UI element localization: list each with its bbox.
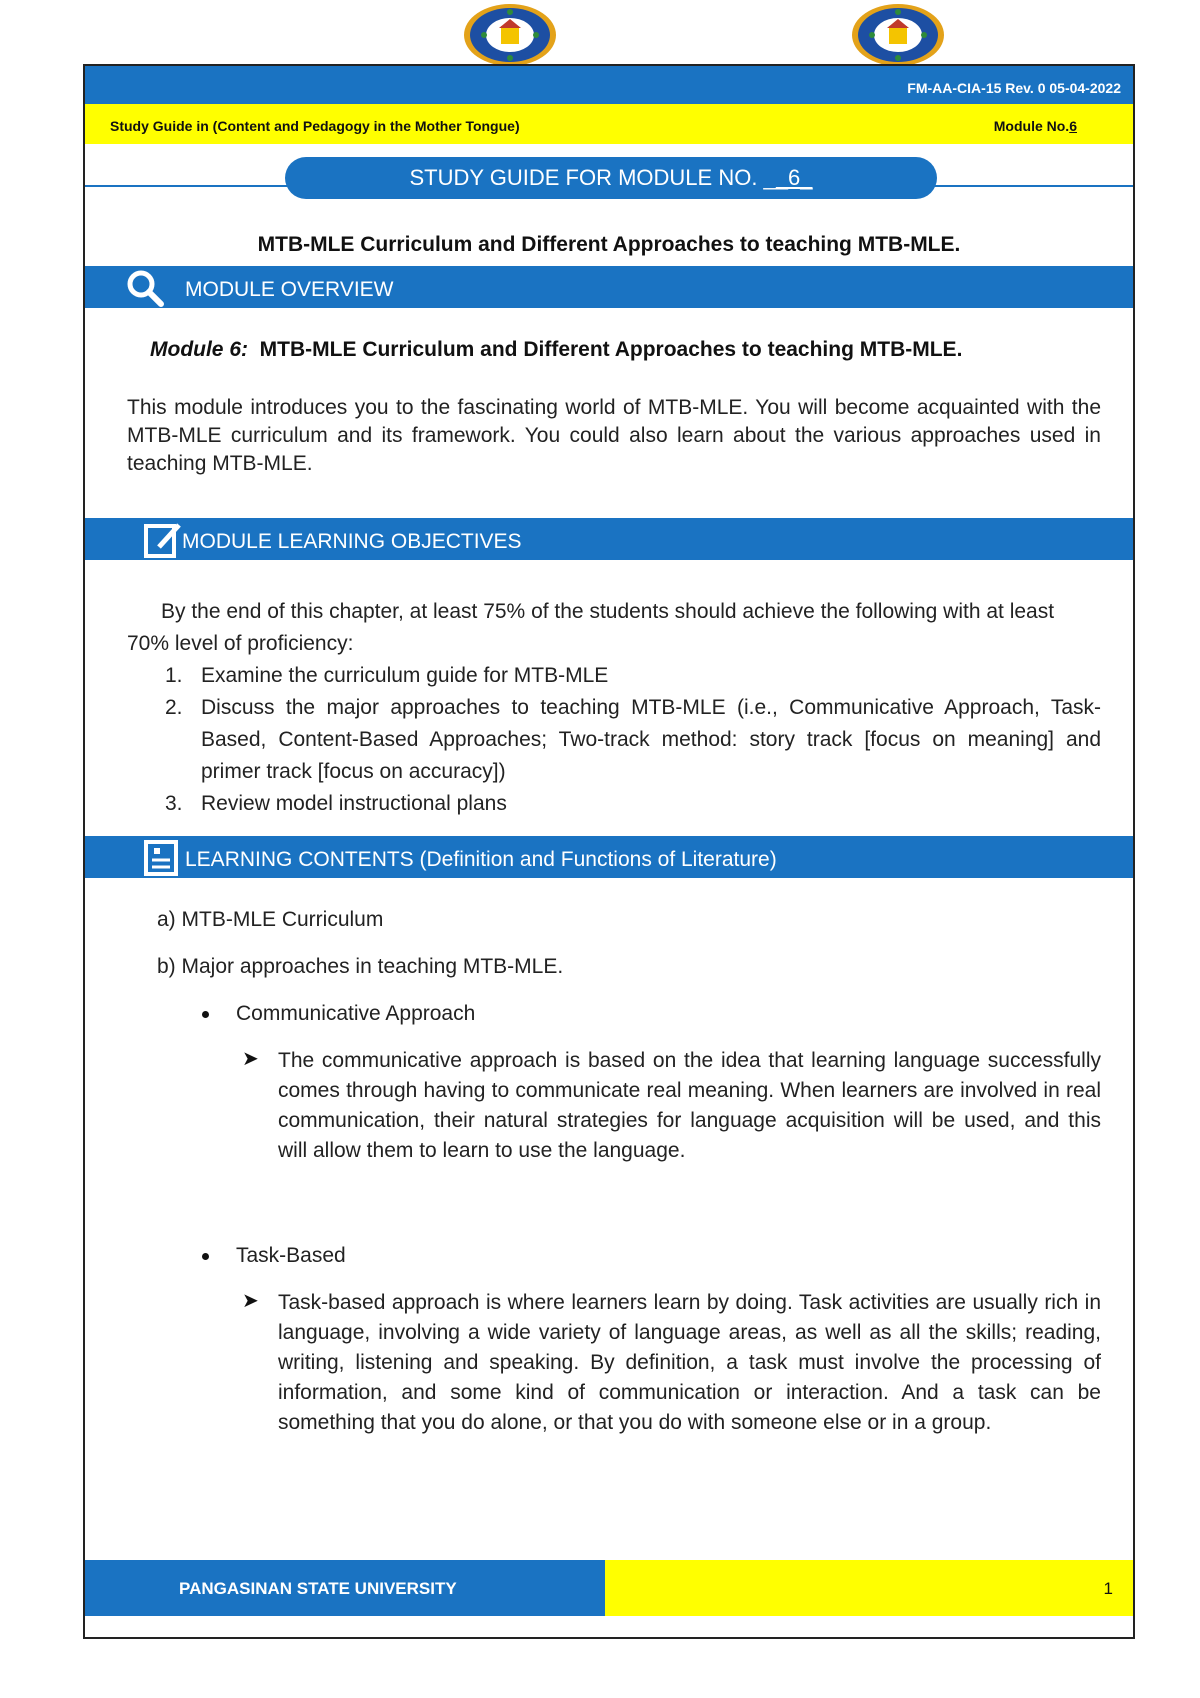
bullet-task-based: Task-Based [236, 1244, 346, 1267]
university-seal-logo-right [850, 4, 946, 66]
study-guide-title: Study Guide in (Content and Pedagogy in the Mother Tongue) [110, 118, 520, 134]
learning-contents-title: LEARNING CONTENTS (Definition and Functions of Literature) [185, 848, 777, 871]
magnifier-icon [125, 269, 165, 307]
objectives-intro: By the end of this chapter, at least 75% of the students should achieve the following with at least 70% level of proficiency: [127, 600, 1055, 655]
module-title: MTB-MLE Curriculum and Different Approaches to teaching MTB-MLE. [259, 338, 963, 361]
study-guide-title-pill [285, 157, 937, 199]
module-number: 6 [1069, 118, 1077, 134]
objectives-header [85, 518, 1133, 560]
form-code: FM-AA-CIA-15 Rev. 0 05-04-2022 [907, 80, 1121, 96]
task-based-description: Task-based approach is where learners learn by doing. Task activities are usually rich in language, involving a wide variety of language areas, as well as all the skills; reading, writing, listening and speaking. By definition, a task must involve the processing of information, and some kind of communication or interaction. And a task can be something that you do alone, or that you do with someone else or in a group. [278, 1291, 1101, 1434]
university-seal-logo-left [462, 4, 558, 66]
content-item-b: b) Major approaches in teaching MTB-MLE. [157, 955, 564, 978]
module-overview-header [85, 266, 1133, 308]
communicative-description: The communicative approach is based on the idea that learning language successfully comes through having to communicate real meaning. When learners are involved in real communication, their natural strategies for language acquisition will be used, and this will allow them to learn to use the language. [278, 1049, 1101, 1162]
footer-university-band [85, 1560, 605, 1616]
bullet-dot [202, 1011, 209, 1018]
module-number-label: Module No.6 [993, 118, 1077, 134]
module-label: Module 6: [150, 338, 248, 361]
module-subtitle: MTB-MLE Curriculum and Different Approaches to teaching MTB-MLE. [257, 233, 961, 256]
university-name: PANGASINAN STATE UNIVERSITY [179, 1579, 457, 1598]
study-guide-band [85, 104, 1133, 144]
arrow-bullet-icon: ➤ [242, 1290, 259, 1312]
learning-contents-header [85, 836, 1133, 878]
objectives-title: MODULE LEARNING OBJECTIVES [182, 530, 522, 553]
content-item-a: a) MTB-MLE Curriculum [157, 908, 384, 931]
pencil-note-icon [143, 521, 183, 559]
overview-paragraph: This module introduces you to the fascinating world of MTB-MLE. You will become acquainted with the MTB-MLE curriculum and its framework. You could also learn about the various approaches used in teaching MTB-MLE. [127, 396, 1101, 475]
bullet-communicative: Communicative Approach [236, 1002, 476, 1025]
module-heading [150, 336, 1100, 364]
document-icon [143, 839, 183, 877]
bullet-dot [202, 1253, 209, 1260]
page-number: 1 [1103, 1579, 1113, 1598]
pill-text: STUDY GUIDE FOR MODULE NO. _ [409, 165, 776, 190]
header-band [85, 66, 1133, 104]
module-overview-title: MODULE OVERVIEW [185, 278, 394, 301]
arrow-bullet-icon: ➤ [242, 1048, 259, 1070]
footer-page-band [605, 1560, 1133, 1616]
pill-module-number: _6_ [775, 165, 813, 190]
